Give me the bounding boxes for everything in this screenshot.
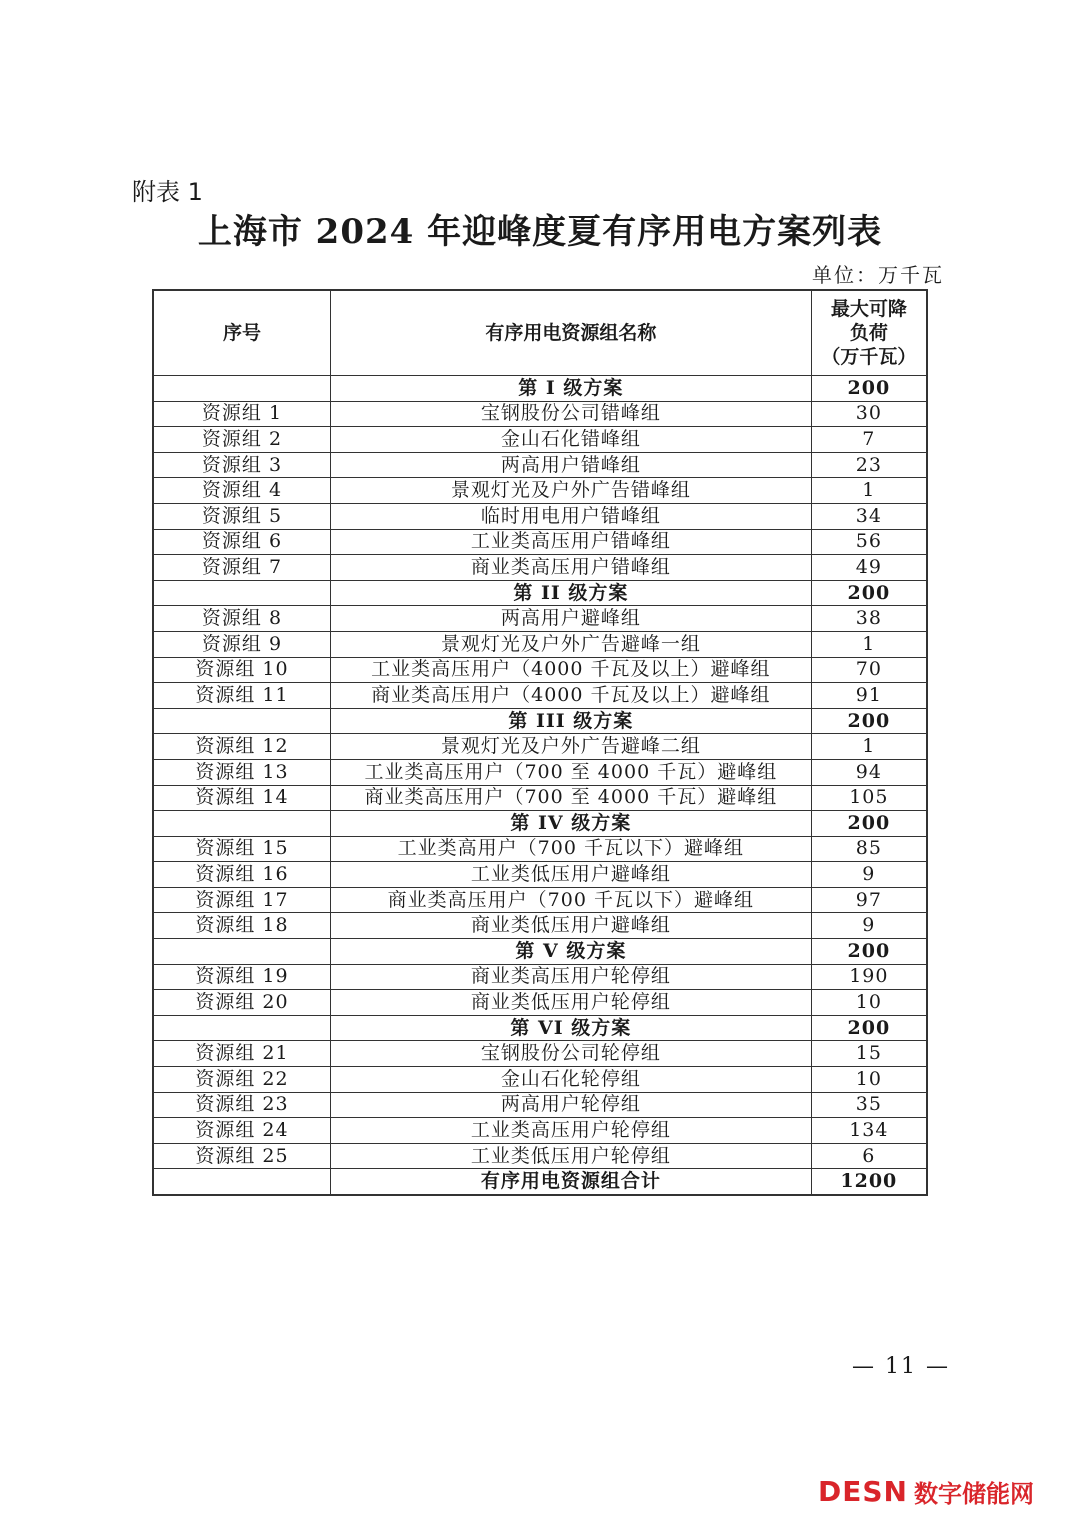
cell-value: 200 <box>811 811 927 837</box>
cell-seq: 资源组 22 <box>153 1067 331 1093</box>
table-row <box>153 1118 927 1144</box>
cell-name: 商业类高压用户（700 千瓦以下）避峰组 <box>331 887 812 913</box>
watermark-mark: DESN <box>818 1474 908 1508</box>
cell-seq: 资源组 12 <box>153 734 331 760</box>
cell-seq: 资源组 7 <box>153 555 331 581</box>
level-row <box>153 376 927 402</box>
col-header-max-line3: （万千瓦） <box>821 346 917 368</box>
table-row <box>153 529 927 555</box>
cell-seq: 资源组 6 <box>153 529 331 555</box>
table-row <box>153 759 927 785</box>
table-row <box>153 1067 927 1093</box>
cell-seq: 资源组 11 <box>153 683 331 709</box>
cell-seq: 资源组 3 <box>153 452 331 478</box>
cell-name: 商业类高压用户（4000 千瓦及以上）避峰组 <box>331 683 812 709</box>
cell-value: 94 <box>811 759 927 785</box>
cell-name: 景观灯光及户外广告错峰组 <box>331 478 812 504</box>
cell-value: 10 <box>811 1067 927 1093</box>
cell-seq: 资源组 23 <box>153 1092 331 1118</box>
cell-seq: 资源组 21 <box>153 1041 331 1067</box>
cell-value: 200 <box>811 939 927 965</box>
cell-seq: 资源组 25 <box>153 1143 331 1169</box>
cell-name: 有序用电资源组合计 <box>331 1169 812 1195</box>
level-row <box>153 708 927 734</box>
cell-name: 金山石化轮停组 <box>331 1067 812 1093</box>
cell-seq: 资源组 1 <box>153 401 331 427</box>
cell-name: 第 III 级方案 <box>331 708 812 734</box>
table-row <box>153 657 927 683</box>
cell-value: 23 <box>811 452 927 478</box>
cell-value: 38 <box>811 606 927 632</box>
cell-value: 1 <box>811 478 927 504</box>
attachment-label: 附表 1 <box>132 178 203 206</box>
table-row <box>153 734 927 760</box>
col-header-name: 有序用电资源组名称 <box>331 290 812 376</box>
table-row <box>153 401 927 427</box>
cell-value: 30 <box>811 401 927 427</box>
table-body <box>153 376 927 1196</box>
cell-value: 9 <box>811 862 927 888</box>
cell-name: 工业类低压用户避峰组 <box>331 862 812 888</box>
table-row <box>153 503 927 529</box>
unit-label: 单位：万千瓦 <box>812 263 944 287</box>
cell-name: 景观灯光及户外广告避峰一组 <box>331 631 812 657</box>
power-plan-table <box>152 289 928 1196</box>
cell-value: 7 <box>811 427 927 453</box>
cell-seq: 资源组 16 <box>153 862 331 888</box>
cell-seq: 资源组 9 <box>153 631 331 657</box>
table-row <box>153 683 927 709</box>
table-header-row <box>153 290 927 376</box>
col-header-max-line1: 最大可降 <box>830 298 907 320</box>
cell-name: 工业类高用户（700 千瓦以下）避峰组 <box>331 836 812 862</box>
cell-value: 1 <box>811 631 927 657</box>
cell-name: 商业类高压用户错峰组 <box>331 555 812 581</box>
table-row <box>153 913 927 939</box>
total-row <box>153 1169 927 1195</box>
cell-value: 91 <box>811 683 927 709</box>
cell-value: 134 <box>811 1118 927 1144</box>
cell-value: 15 <box>811 1041 927 1067</box>
table-row <box>153 452 927 478</box>
table-row <box>153 887 927 913</box>
table-row <box>153 427 927 453</box>
col-header-max-line2: 负荷 <box>849 322 888 344</box>
cell-name: 两高用户避峰组 <box>331 606 812 632</box>
cell-seq <box>153 1015 331 1041</box>
cell-name: 第 I 级方案 <box>331 376 812 402</box>
cell-seq: 资源组 13 <box>153 759 331 785</box>
cell-seq: 资源组 18 <box>153 913 331 939</box>
table-row <box>153 785 927 811</box>
cell-seq <box>153 939 331 965</box>
cell-seq <box>153 376 331 402</box>
cell-value: 200 <box>811 376 927 402</box>
cell-value: 35 <box>811 1092 927 1118</box>
table-row <box>153 631 927 657</box>
table-row <box>153 606 927 632</box>
cell-seq: 资源组 2 <box>153 427 331 453</box>
cell-value: 10 <box>811 990 927 1016</box>
cell-name: 金山石化错峰组 <box>331 427 812 453</box>
cell-seq: 资源组 15 <box>153 836 331 862</box>
cell-seq: 资源组 8 <box>153 606 331 632</box>
watermark-logo <box>818 1476 1034 1506</box>
page-number: — 11 — <box>852 1354 950 1379</box>
cell-name: 商业类高压用户（700 至 4000 千瓦）避峰组 <box>331 785 812 811</box>
cell-value: 9 <box>811 913 927 939</box>
cell-seq: 资源组 4 <box>153 478 331 504</box>
cell-value: 85 <box>811 836 927 862</box>
cell-seq <box>153 580 331 606</box>
cell-name: 第 VI 级方案 <box>331 1015 812 1041</box>
cell-name: 景观灯光及户外广告避峰二组 <box>331 734 812 760</box>
cell-seq: 资源组 20 <box>153 990 331 1016</box>
col-header-max-load <box>811 290 927 376</box>
level-row <box>153 939 927 965</box>
table-row <box>153 1041 927 1067</box>
cell-name: 第 IV 级方案 <box>331 811 812 837</box>
cell-name: 工业类低压用户轮停组 <box>331 1143 812 1169</box>
cell-value: 6 <box>811 1143 927 1169</box>
cell-name: 商业类低压用户避峰组 <box>331 913 812 939</box>
level-row <box>153 580 927 606</box>
cell-name: 宝钢股份公司轮停组 <box>331 1041 812 1067</box>
cell-seq <box>153 811 331 837</box>
document-title: 上海市 2024 年迎峰度夏有序用电方案列表 <box>197 212 883 252</box>
cell-value: 105 <box>811 785 927 811</box>
cell-value: 200 <box>811 580 927 606</box>
cell-value: 34 <box>811 503 927 529</box>
cell-name: 两高用户轮停组 <box>331 1092 812 1118</box>
col-header-seq: 序号 <box>153 290 331 376</box>
table-row <box>153 862 927 888</box>
watermark-text: 数字储能网 <box>913 1479 1034 1508</box>
table-row <box>153 964 927 990</box>
cell-value: 1200 <box>811 1169 927 1195</box>
cell-seq: 资源组 10 <box>153 657 331 683</box>
cell-name: 工业类高压用户轮停组 <box>331 1118 812 1144</box>
cell-value: 200 <box>811 1015 927 1041</box>
cell-name: 临时用电用户错峰组 <box>331 503 812 529</box>
table-row <box>153 836 927 862</box>
cell-value: 70 <box>811 657 927 683</box>
cell-name: 商业类低压用户轮停组 <box>331 990 812 1016</box>
cell-value: 200 <box>811 708 927 734</box>
cell-name: 第 II 级方案 <box>331 580 812 606</box>
table-row <box>153 1092 927 1118</box>
cell-name: 工业类高压用户（700 至 4000 千瓦）避峰组 <box>331 759 812 785</box>
cell-name: 工业类高压用户错峰组 <box>331 529 812 555</box>
cell-seq: 资源组 5 <box>153 503 331 529</box>
table-row <box>153 478 927 504</box>
cell-value: 1 <box>811 734 927 760</box>
cell-value: 190 <box>811 964 927 990</box>
cell-seq: 资源组 14 <box>153 785 331 811</box>
table-row <box>153 990 927 1016</box>
cell-seq: 资源组 24 <box>153 1118 331 1144</box>
level-row <box>153 1015 927 1041</box>
cell-seq: 资源组 17 <box>153 887 331 913</box>
level-row <box>153 811 927 837</box>
cell-seq: 资源组 19 <box>153 964 331 990</box>
cell-name: 第 V 级方案 <box>331 939 812 965</box>
cell-seq <box>153 708 331 734</box>
cell-name: 宝钢股份公司错峰组 <box>331 401 812 427</box>
cell-value: 97 <box>811 887 927 913</box>
cell-value: 56 <box>811 529 927 555</box>
cell-name: 两高用户错峰组 <box>331 452 812 478</box>
table-row <box>153 555 927 581</box>
cell-value: 49 <box>811 555 927 581</box>
cell-seq <box>153 1169 331 1195</box>
table-row <box>153 1143 927 1169</box>
cell-name: 商业类高压用户轮停组 <box>331 964 812 990</box>
cell-name: 工业类高压用户（4000 千瓦及以上）避峰组 <box>331 657 812 683</box>
